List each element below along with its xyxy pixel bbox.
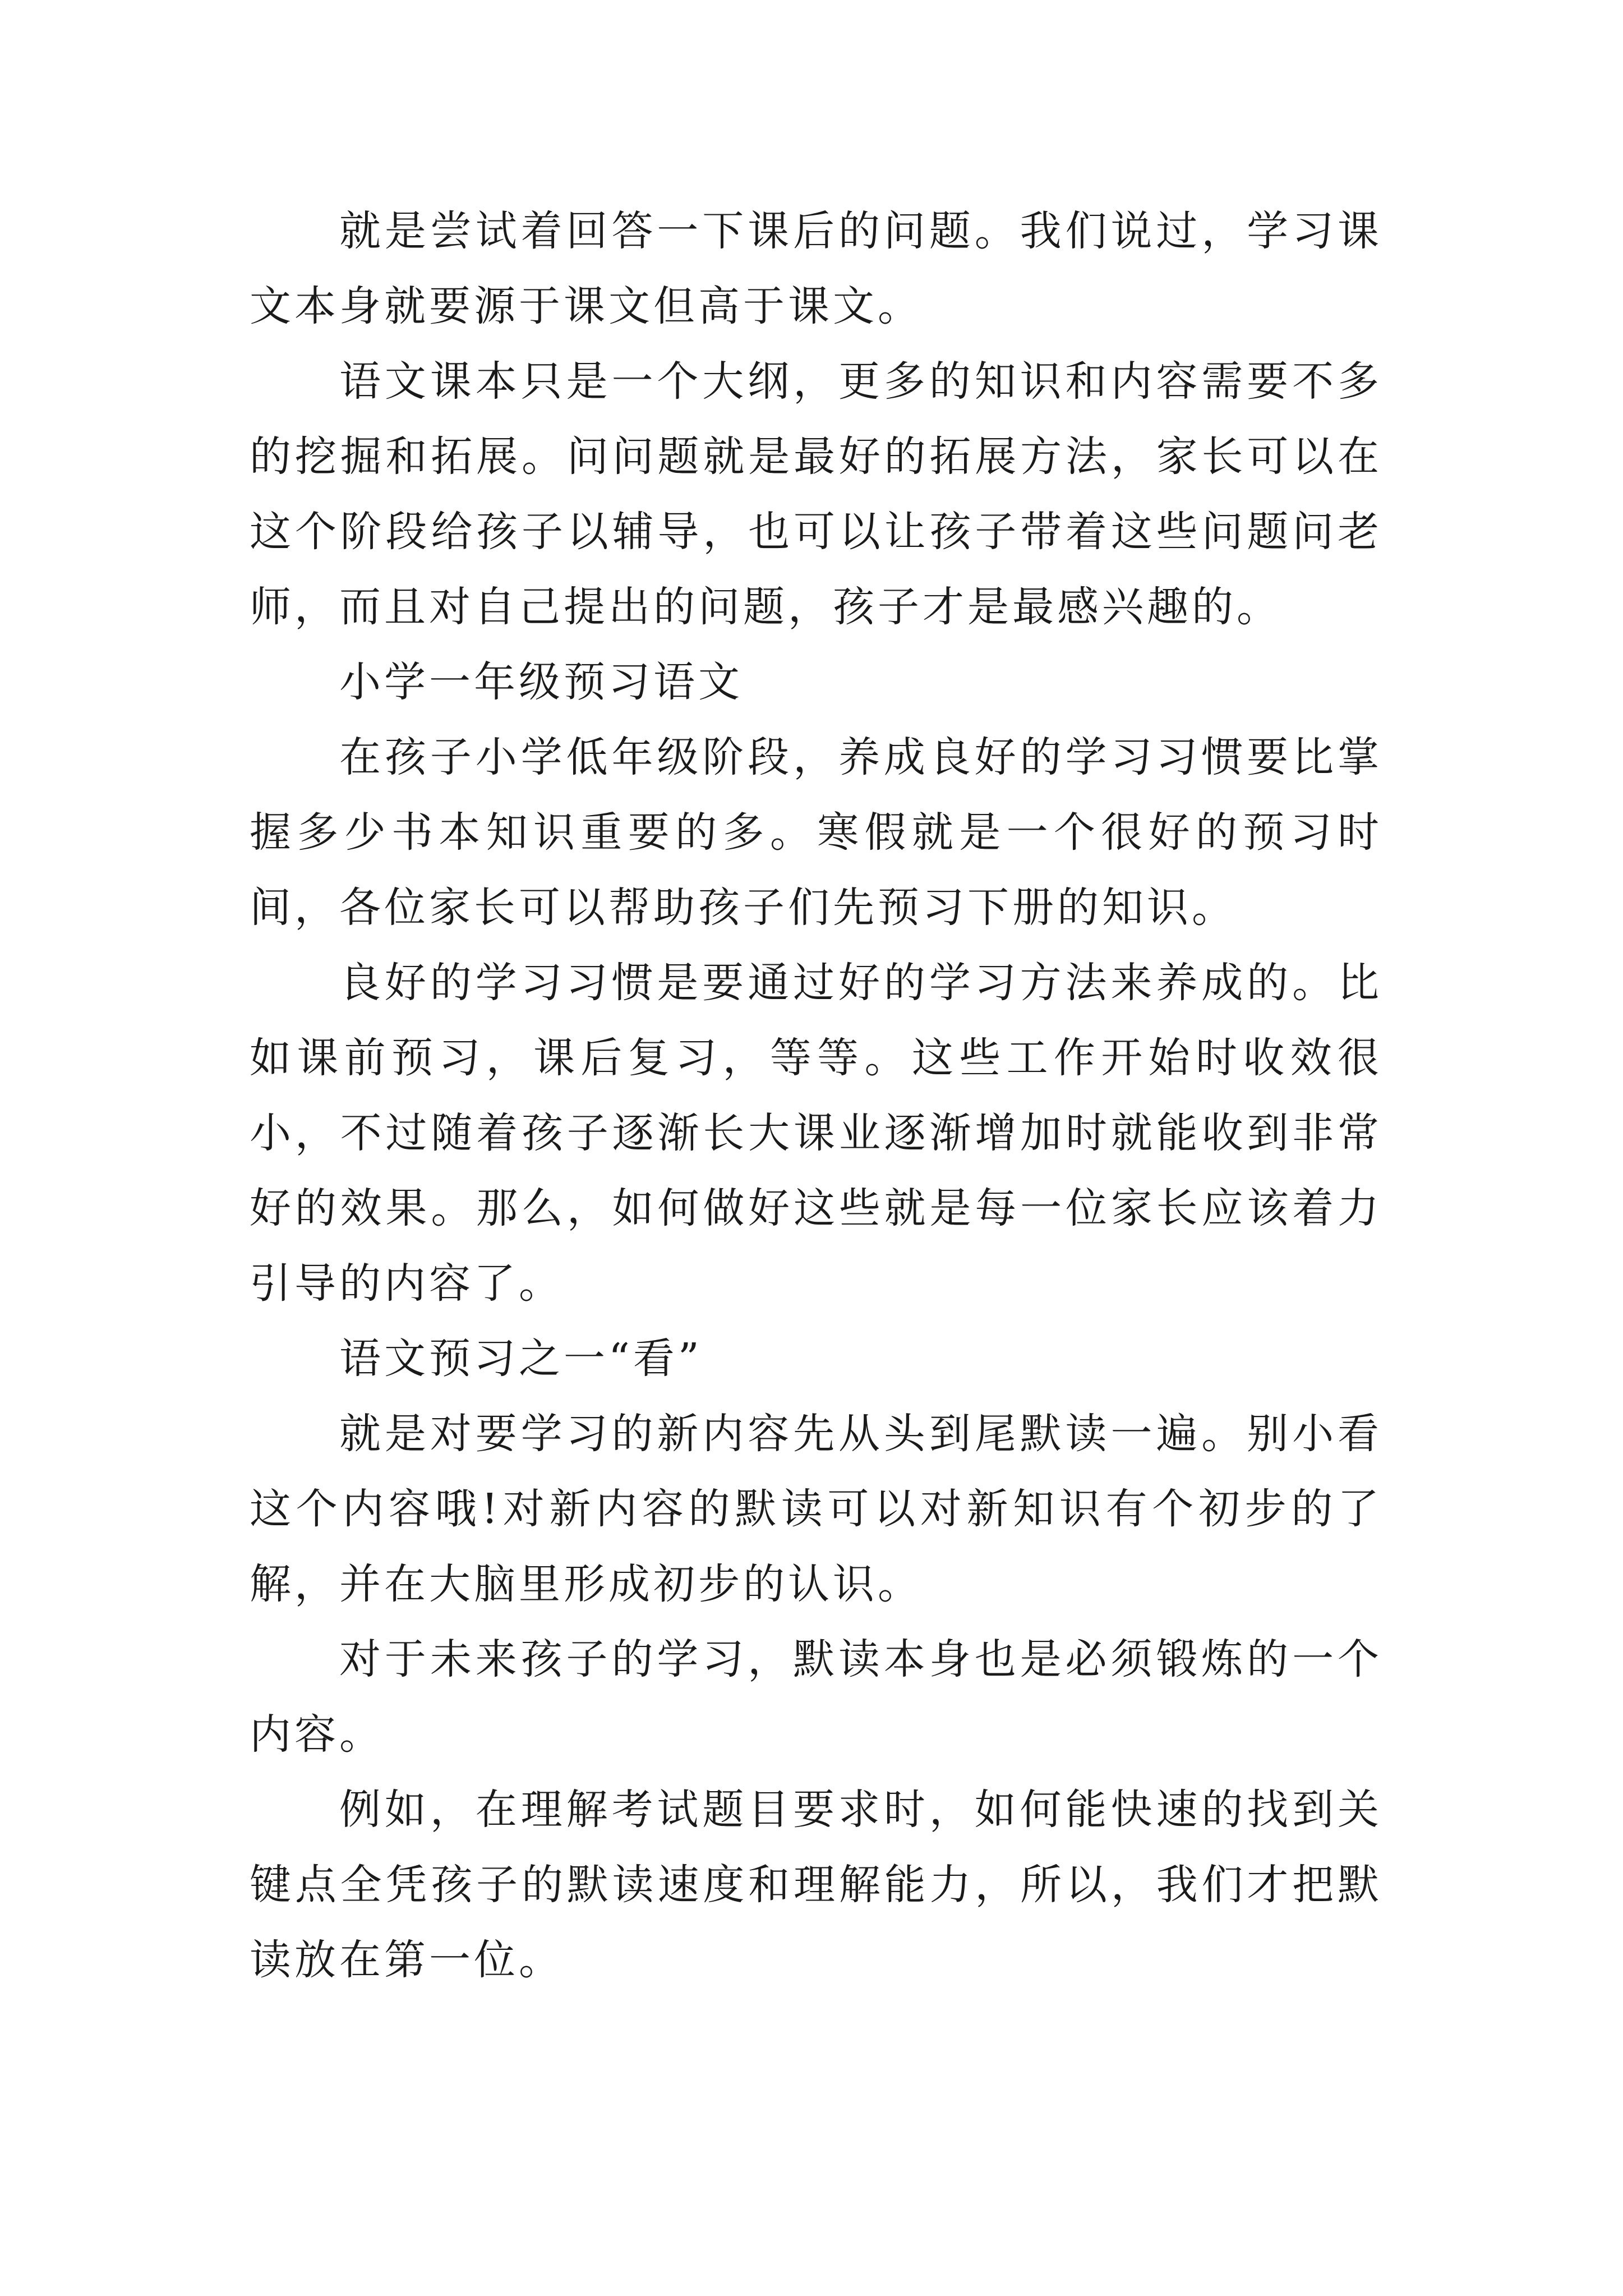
paragraph-4: 良好的学习习惯是要通过好的学习方法来养成的。比如课前预习，课后复习，等等。这些工作开始时收效很小，不过随着孩子逐渐长大课业逐渐增加时就能收到非常好的效果。那么，如何做好这些就是每一位家长应该着力引导的内容了。	[250, 959, 1382, 1308]
paragraph-5: 就是对要学习的新内容先从头到尾默读一遍。别小看这个内容哦!对新内容的默读可以对新知识有个初步的了解，并在大脑里形成初步的认识。	[250, 1410, 1382, 1608]
section-heading-2: 语文预习之一“看”	[339, 1335, 703, 1383]
paragraph-6: 对于未来孩子的学习，默读本身也是必须锻炼的一个内容。	[250, 1635, 1382, 1759]
paragraph-1: 就是尝试着回答一下课后的问题。我们说过，学习课文本身就要源于课文但高于课文。	[250, 207, 1382, 330]
paragraph-2: 语文课本只是一个大纲，更多的知识和内容需要不多的挖掘和拓展。问问题就是最好的拓展方法，家长可以在这个阶段给孩子以辅导，也可以让孩子带着这些问题问老师，而且对自己提出的问题，孩子才是最感兴趣的。	[250, 357, 1382, 631]
section-heading-1: 小学一年级预习语文	[339, 658, 743, 706]
paragraph-7: 例如，在理解考试题目要求时，如何能快速的找到关键点全凭孩子的默读速度和理解能力，所以，我们才把默读放在第一位。	[250, 1786, 1382, 1984]
document-body	[250, 194, 1382, 1998]
paragraph-3: 在孩子小学低年级阶段，养成良好的学习习惯要比掌握多少书本知识重要的多。寒假就是一个很好的预习时间，各位家长可以帮助孩子们先预习下册的知识。	[250, 733, 1382, 932]
